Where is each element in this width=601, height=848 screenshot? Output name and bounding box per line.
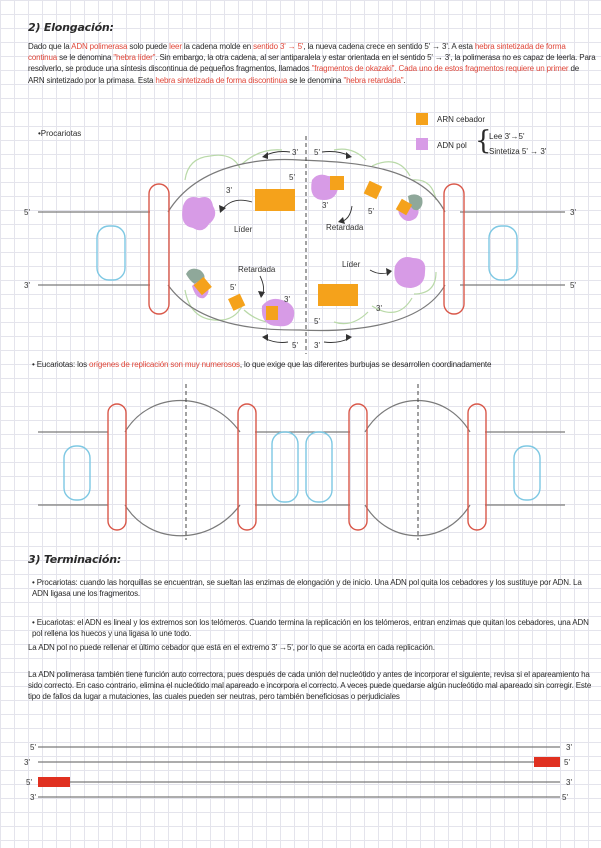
label-lagging-top: Retardada xyxy=(326,223,364,232)
tel-label-3-a: 3' xyxy=(24,758,30,767)
label-5-inner-bottom-center: 5' xyxy=(314,317,320,326)
label-3-inner-bottom: 3' xyxy=(284,295,290,304)
legend-primer-label: ARN cebador xyxy=(437,115,486,124)
label-5-inner-bottom-left: 5' xyxy=(230,283,236,292)
label-3-inner-left: 3' xyxy=(226,186,232,195)
text-segment: hebra sintetizada de forma continua xyxy=(28,42,566,63)
text-segment: hebra sintetizada de forma discontinua xyxy=(155,75,288,85)
termination-proofreading: La ADN polimerasa también tiene función auto correctora, pues después de cada unión del nucleótido y antes de incorporar el siguiente, revisa si el apareamiento ha sido correcto. En caso contrario, elimina el nucleótido mal apareado e incorpora el correcto. A veces puede quedarse algún nucleótido mal apareado sin corregir. Este tipo de fallos da lugar a mutaciones, las cuales pueden ser neutras, pero también beneficiosas o perjudiciales xyxy=(28,670,592,702)
legend-brace: { xyxy=(475,126,492,156)
tel-label-3-c: 3' xyxy=(30,793,36,802)
label-leader-bottom: Líder xyxy=(342,260,361,269)
text-segment: orígenes de replicación son muy numerosos xyxy=(89,360,240,369)
text-segment: se le denomina xyxy=(287,75,344,85)
label-3-left-bottom: 3' xyxy=(24,281,30,290)
termination-title: 3) Terminación: xyxy=(28,553,122,566)
label-5-bottom-center: 5' xyxy=(292,341,298,350)
text-segment: de ARN sintetizado por la primasa. Esta xyxy=(28,64,580,85)
label-5-left-top: 5' xyxy=(24,208,30,217)
tel-label-5-c: 5' xyxy=(26,778,32,787)
legend-pol-label: ADN pol xyxy=(437,141,467,150)
termination-shortening: La ADN pol no puede rellenar el último cebador que está en el extremo 3' →5', por lo que se acorta en cada replicación. xyxy=(28,643,435,652)
text-segment: "fragmentos de okazaki". Cada uno de estos fragmentos requiere un primer xyxy=(311,64,569,74)
tel-label-3-b: 3' xyxy=(566,743,572,752)
label-lagging-bottom: Retardada xyxy=(238,265,276,274)
label-5-inner-right: 5' xyxy=(368,207,374,216)
text-segment: Dado que la xyxy=(28,42,72,51)
text-segment: . Sin embargo, la otra cadena, al ser antiparalela y estar orientada en el sentido 5' → 3', la polimerasa no es capaz de leerla. Para resolverlo, se produce una síntesis discontinua de pequeños fragmentos, llamados xyxy=(28,53,596,74)
text-segment: "hebra retardada" xyxy=(343,75,404,85)
termination-eukaryotes: • Eucariotas: el ADN es lineal y los extremos son los telómeros. Cuando termina la replicación en los telómeros, entran enzimas que quitan los cebadores, una ADN pol rellena los huecos y una ligasa lo une todo. xyxy=(32,617,594,639)
label-3-bottom-center: 3' xyxy=(314,341,320,350)
legend-reads: Lee 3'→5' xyxy=(489,132,525,141)
label-leader-top: Líder xyxy=(234,225,253,234)
legend-synth: Sintetiza 5' → 3' xyxy=(489,147,547,156)
text-segment: , la nueva cadena crece en sentido 5' → 3'. A esta xyxy=(303,42,475,51)
text-segment: se le denomina xyxy=(57,53,114,63)
label-3-top-center: 3' xyxy=(292,148,298,157)
label-3-right-top: 3' xyxy=(570,208,576,217)
tel-label-5-a: 5' xyxy=(30,743,36,752)
label-3-inner-bottom-right: 3' xyxy=(376,304,382,313)
label-5-top-center: 5' xyxy=(314,148,320,157)
label-5-right-bottom: 5' xyxy=(570,281,576,290)
label-5-inner-top: 5' xyxy=(289,173,295,182)
tel-label-5-b: 5' xyxy=(564,758,570,767)
text-segment: solo puede xyxy=(127,42,170,51)
text-segment: "hebra líder" xyxy=(113,53,156,63)
termination-prokaryotes: • Procariotas: cuando las horquillas se encuentran, se sueltan las enzimas de elongación y de inicio. Una ADN pol quita los cebadores y los sustituye por ADN. La ADN ligasa une los fragmentos. xyxy=(32,577,594,599)
tel-label-5-d: 5' xyxy=(562,793,568,802)
text-segment: , lo que exige que las diferentes burbujas se desarrollen coordinadamente xyxy=(239,360,492,369)
text-segment: . xyxy=(403,75,406,85)
elongation-title: 2) Elongación: xyxy=(28,21,114,34)
text-segment: Eucariotas: los xyxy=(36,360,90,369)
label-3-inner-right: 3' xyxy=(322,201,328,210)
text-segment: sentido 3' → 5' xyxy=(253,42,304,51)
text-segment: ADN polimerasa xyxy=(71,42,128,51)
text-segment: la cadena molde en xyxy=(181,42,254,51)
text-segment: leer xyxy=(169,42,182,51)
tel-label-3-d: 3' xyxy=(566,778,572,787)
prokaryotes-label: •Procariotas xyxy=(38,129,82,138)
